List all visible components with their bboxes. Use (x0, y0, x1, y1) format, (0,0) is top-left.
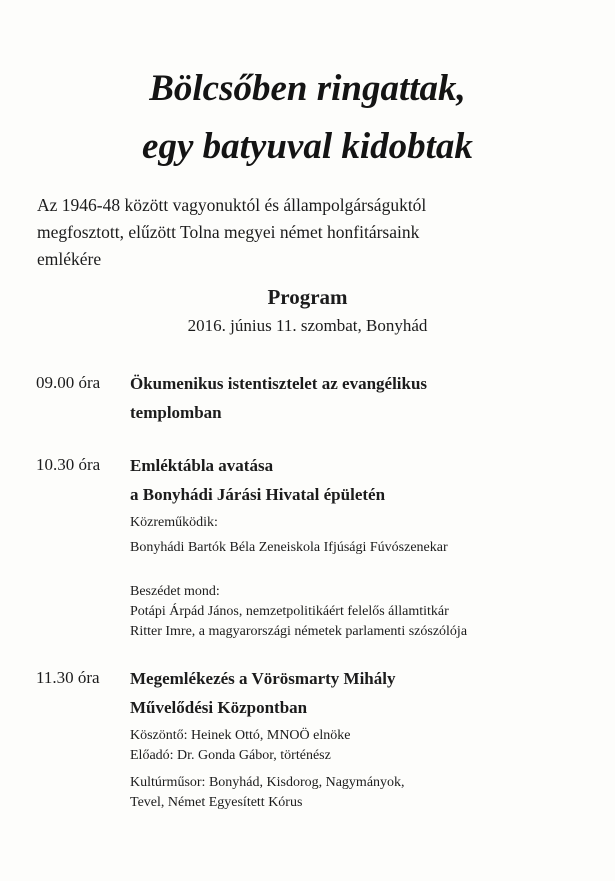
intro-line: megfosztott, elűzött Tolna megyei német honfitársaink (37, 222, 420, 242)
event-time: 11.30 óra (36, 668, 100, 687)
title-line-2: egy batyuval kidobtak (142, 126, 473, 167)
event-line: Előadó: Dr. Gonda Gábor, történész (130, 748, 331, 763)
culture-line: Tevel, Német Egyesített Kórus (130, 795, 303, 810)
intro-line: Az 1946-48 között vagyonuktól és állampolgárságuktól (37, 195, 427, 215)
speaker: Ritter Imre, a magyarországi németek parlamenti szószólója (130, 624, 468, 639)
event-content (130, 369, 600, 427)
event-heading-line: Emléktábla avatása (130, 456, 274, 475)
intro-line: emlékére (37, 249, 102, 269)
speaker: Potápi Árpád János, nemzetpolitikáért felelős államtitkár (130, 604, 449, 619)
event-heading-line: templomban (130, 403, 222, 422)
program-date: 2016. június 11. szombat, Bonyhád (187, 316, 428, 335)
event-heading-line: a Bonyhádi Járási Hivatal épületén (130, 485, 386, 504)
event-time: 09.00 óra (36, 373, 101, 392)
event-content (130, 451, 600, 642)
event-heading-line: Művelődési Központban (130, 698, 308, 717)
intro-text (37, 192, 557, 273)
program-heading: Program (267, 285, 348, 309)
contributor-label: Közreműködik: (130, 515, 218, 530)
culture-line: Kultúrműsor: Bonyhád, Kisdorog, Nagymányok, (130, 775, 405, 790)
title-line-1: Bölcsőben ringattak, (149, 68, 466, 109)
event-line: Köszöntő: Heinek Ottó, MNOÖ elnöke (130, 728, 351, 743)
event-content (130, 664, 600, 813)
event-heading-line: Ökumenikus istentisztelet az evangélikus (130, 374, 428, 393)
contributor: Bonyhádi Bartók Béla Zeneiskola Ifjúsági Fúvószenekar (130, 540, 448, 555)
event-heading-line: Megemlékezés a Vörösmarty Mihály (130, 669, 396, 688)
event-time: 10.30 óra (36, 455, 101, 474)
speech-label: Beszédet mond: (130, 584, 220, 599)
